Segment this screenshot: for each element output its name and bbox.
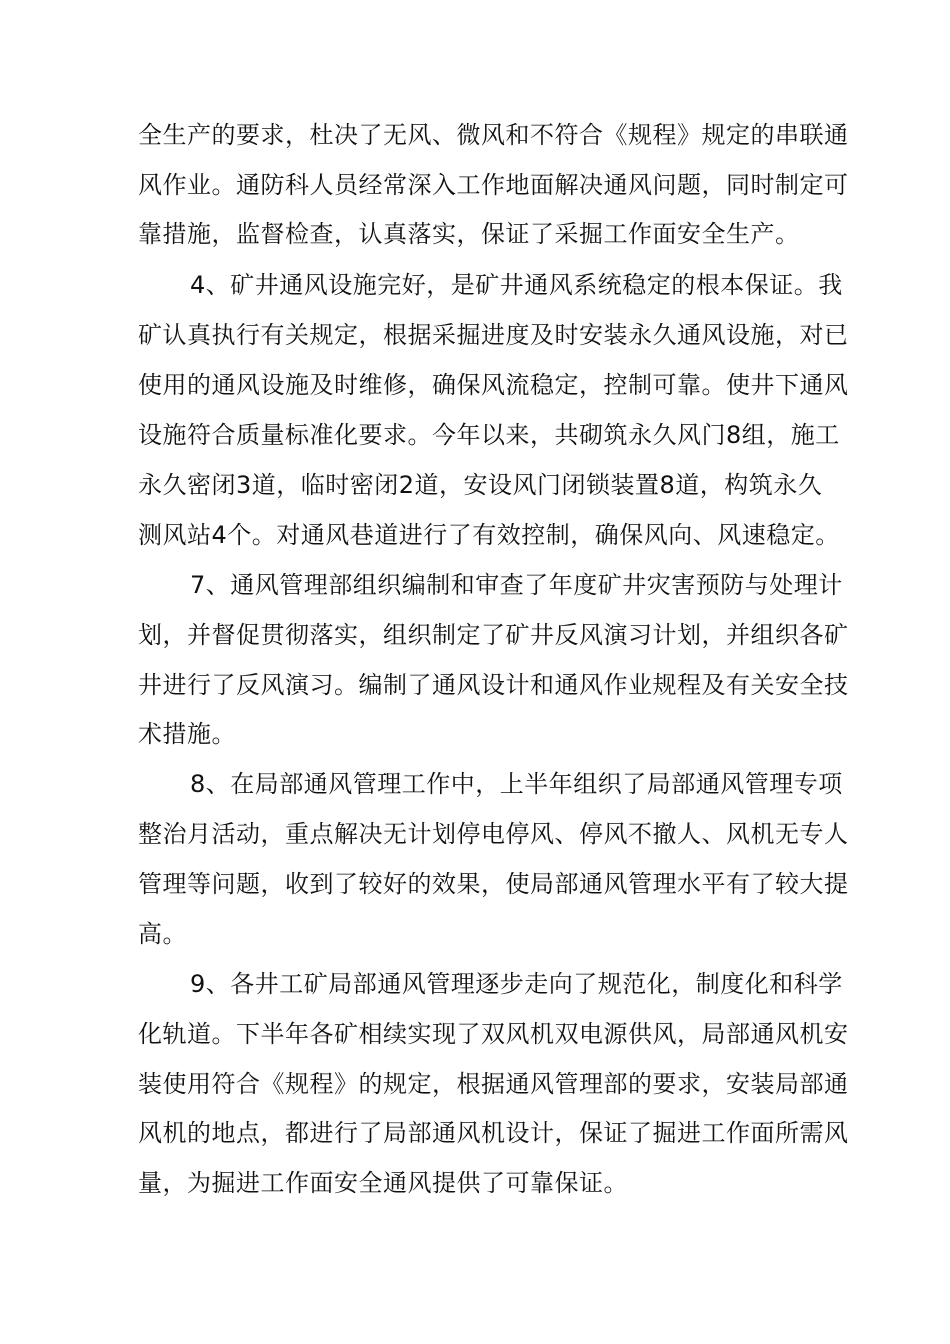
paragraph-3-line-4: 术措施。 bbox=[138, 720, 236, 748]
paragraph-2-line-2: 矿认真执行有关规定，根据采掘进度及时安装永久通风设施，对已 bbox=[138, 321, 849, 349]
paragraph-4-line-3: 管理等问题，收到了较好的效果，使局部通风管理水平有了较大提 bbox=[138, 870, 849, 898]
paragraph-2-line-1: 4、矿井通风设施完好，是矿井通风系统稳定的根本保证。我 bbox=[190, 271, 843, 299]
paragraph-2-line-6: 测风站4个。对通风巷道进行了有效控制，确保风向、风速稳定。 bbox=[138, 521, 840, 549]
paragraph-1-line-1: 全生产的要求，杜决了无风、微风和不符合《规程》规定的串联通 bbox=[138, 121, 849, 149]
paragraph-3-line-2: 划，并督促贯彻落实，组织制定了矿井反风演习计划，并组织各矿 bbox=[138, 621, 849, 649]
paragraph-4-line-2: 整治月活动，重点解决无计划停电停风、停风不撤人、风机无专人 bbox=[138, 820, 849, 848]
paragraph-5-line-2: 化轨道。下半年各矿相续实现了双风机双电源供风，局部通风机安 bbox=[138, 1020, 849, 1048]
paragraph-3-line-3: 井进行了反风演习。编制了通风设计和通风作业规程及有关安全技 bbox=[138, 671, 849, 699]
paragraph-5-line-1: 9、各井工矿局部通风管理逐步走向了规范化，制度化和科学 bbox=[190, 970, 843, 998]
paragraph-4-line-1: 8、在局部通风管理工作中，上半年组织了局部通风管理专项 bbox=[190, 770, 843, 798]
paragraph-2-line-3: 使用的通风设施及时维修，确保风流稳定，控制可靠。使井下通风 bbox=[138, 371, 849, 399]
paragraph-5-line-5: 量，为掘进工作面安全通风提供了可靠保证。 bbox=[138, 1169, 628, 1197]
paragraph-2-line-4: 设施符合质量标准化要求。今年以来，共砌筑永久风门8组，施工 bbox=[138, 421, 840, 449]
paragraph-2-line-5: 永久密闭3道，临时密闭2道，安设风门闭锁装置8道，构筑永久 bbox=[138, 471, 823, 499]
paragraph-5-line-3: 装使用符合《规程》的规定，根据通风管理部的要求，安装局部通 bbox=[138, 1070, 849, 1098]
paragraph-1-line-3: 靠措施，监督检查，认真落实，保证了采掘工作面安全生产。 bbox=[138, 220, 800, 248]
paragraph-5-line-4: 风机的地点，都进行了局部通风机设计，保证了掘进工作面所需风 bbox=[138, 1119, 849, 1147]
paragraph-3-line-1: 7、通风管理部组织编制和审查了年度矿井灾害预防与处理计 bbox=[190, 571, 843, 599]
paragraph-4-line-4: 高。 bbox=[138, 920, 187, 948]
paragraph-1-line-2: 风作业。通防科人员经常深入工作地面解决通风问题，同时制定可 bbox=[138, 171, 849, 199]
